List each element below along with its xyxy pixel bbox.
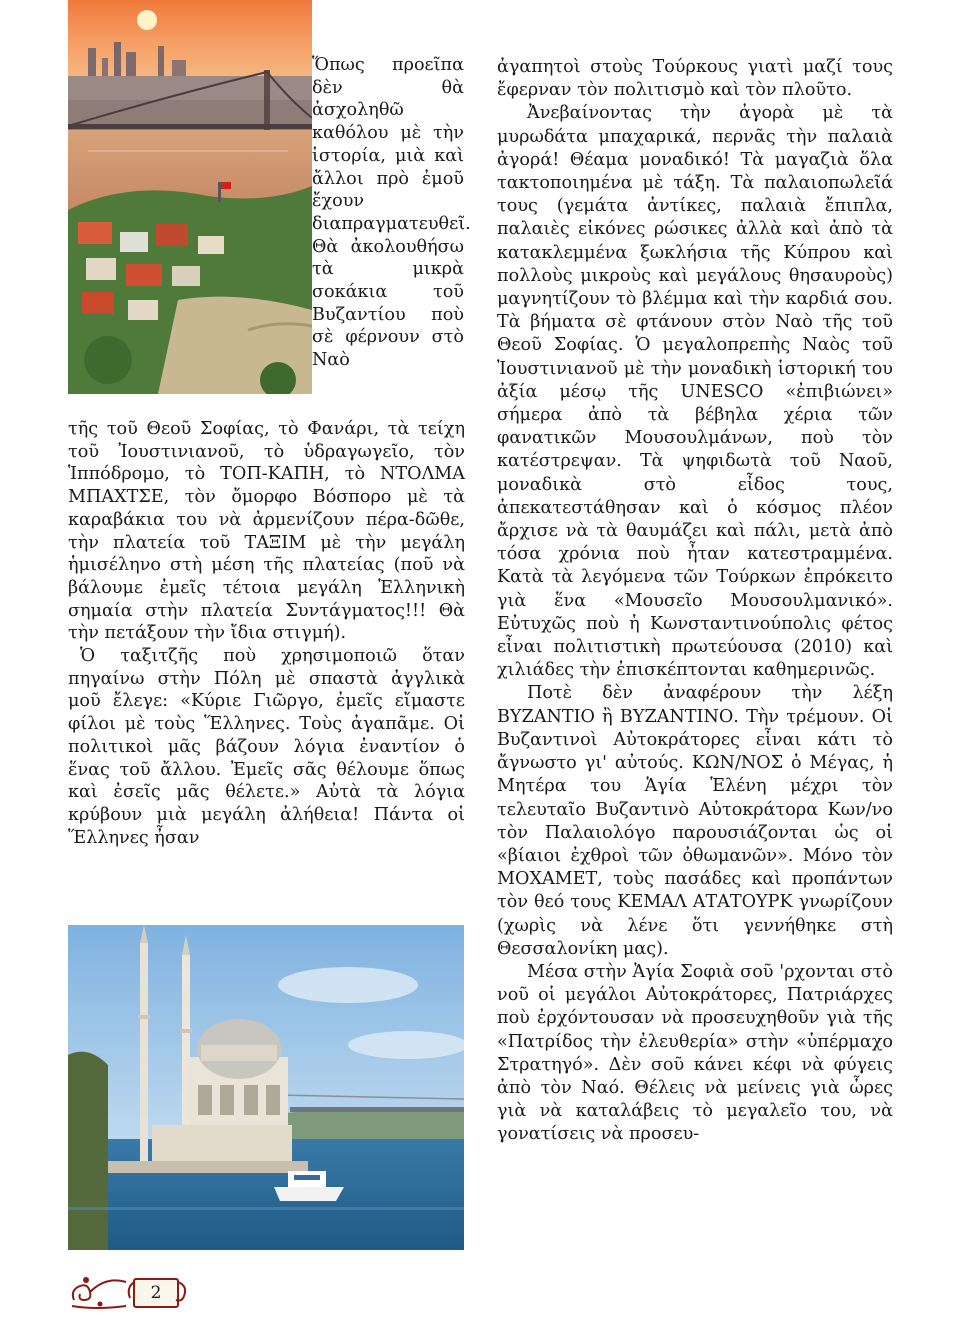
right-paragraph: Μέσα στὴν Ἁγία Σοφιὰ σοῦ 'ρχονται στὸ νοῦ οἱ μεγάλοι Αὐτοκράτορες, Πατριάρχες ποὺ ἐρχόντουσαν νὰ προσευχηθοῦν γιὰ τῆς «Πατρίδος τὴν ἐλευθερία» στὴν «ὑπέρμαχο Στρατηγό». Δὲν σοῦ κάνει κέφι νὰ φύγεις ἀπὸ τὸν Ναό. Θέλεις νὰ μείνεις γιὰ ὧρες γιὰ νὰ καταλάβεις τὸ μεγαλεῖο του, νὰ γονατίσεις νὰ προσευ-	[497, 961, 893, 1145]
right-column-body	[497, 56, 893, 1147]
bosphorus-sunset-photo	[68, 0, 312, 394]
page-number: 2	[150, 1283, 162, 1303]
right-paragraph: Ἀνεβαίνοντας τὴν ἀγορὰ μὲ τὰ μυρωδάτα μπαχαρικά, περνᾶς τὴν παλαιὰ ἀγορά! Θέαμα μοναδικό! Τὰ μαγαζιὰ ὅλα τακτοποιημένα μὲ τάξη. Τὰ παλαιοπωλεῖά τους (γεμάτα ἀντίκες, παλαιὰ ἔπιπλα, παλαιὲς εἰκόνες ρώσικες ἀλλὰ καὶ ἀπὸ τὰ κατακλεμμένα ξωκλήσια τῆς Κύπρου καὶ πολλοὺς μικροὺς καὶ μεγάλους θησαυροὺς) μαγνητίζουν τὸ βλέμμα καὶ τὴν καρδιά σου. Τὰ βήματα σὲ φτάνουν στὸν Ναὸ τῆς τοῦ Θεοῦ Σοφίας. Ὁ μεγαλοπρεπὴς Ναὸς τοῦ Ἰουστινιανοῦ μὲ τὴν μοναδικὴ ἱστορική του ἀξία μέσῳ τῆς UNESCO «ἐπιβιώνει» σήμερα ἀπὸ τὰ βέβηλα χέρια τῶν φανατικῶν Μουσουλμάνων, ποὺ τὸν κατέστρεψαν. Τὰ ψηφιδωτὰ τοῦ Ναοῦ, μοναδικὰ στὸ εἶδος τους, ἀπεκατεστάθησαν καὶ ὁ κόσμος πλέον ἄρχισε νὰ τὰ θαυμάζει καὶ πάλι, μετὰ ἀπὸ τόσα χρόνια ποὺ ἦταν κατεστραμμένα. Κατὰ τὰ λεγόμενα τῶν Τούρκων ἐπρόκειτο γιὰ ἕνα «Μουσεῖο Μουσουλμανικό». Εὐτυχῶς ποὺ ἡ Κωνσταντινούπολις φέτος εἶναι πολιτιστικὴ πρωτεύουσα (2010) καὶ χιλιάδες τὴν ἐπισκέπτονται καθημερινῶς.	[497, 103, 893, 681]
left-paragraph: τῆς τοῦ Θεοῦ Σοφίας, τὸ Φανάρι, τὰ τείχη τοῦ Ἰουστινιανοῦ, τὸ ὑδραγωγεῖο, τὸν Ἱππόδρομο, τὸ ΤΟΠ-ΚΑΠΗ, τὸ ΝΤΟΛΜΑ ΜΠΑΧΤΣΕ, τὸν ὄμορφο Βόσπορο μὲ τὰ καραβάκια του νὰ ἀρμενίζουν πέρα-δῶθε, τὴν πλατεία τοῦ ΤΑΞΙΜ μὲ τὴν μεγάλη ἡμισέληνο στὴ μέση τῆς πλατείας (ποῦ νὰ βάλουμε ἐμεῖς τέτοια μεγάλη Ἑλληνικὴ σημαία στὴν πλατεία Συντάγματος!!! Θὰ τὴν πετάξουν τὴν ἴδια στιγμή).	[68, 419, 465, 644]
left-column-body	[68, 418, 465, 849]
mosque-bridge-photo	[68, 925, 464, 1250]
right-paragraph: Ποτὲ δὲν ἀναφέρουν τὴν λέξη ΒΥΖΑΝΤΙΟ ἢ ΒΥΖΑΝΤΙΝΟ. Τὴν τρέμουν. Οἱ Βυζαντινοὶ Αὐτοκράτορες εἶναι κάτι τὸ ἄγνωστο γι' αὐτούς. ΚΩΝ/ΝΟΣ ὁ Μέγας, ἡ Μητέρα του Ἁγία Ἑλένη μέχρι τὸν τελευταῖο Βυζαντινὸ Αὐτοκράτορα Κων/νο τὸν Παλαιολόγο παρουσιάζονται ὡς οἱ «βίαιοι ἐχθροὶ τῶν ὀθωμανῶν». Μόνο τὸν ΜΟΧΑΜΕΤ, τοὺς πασάδες καὶ προπάντων τὸν θεό τους ΚΕΜΑΛ ΑΤΑΤΟΥΡΚ γνωρίζουν (χωρὶς νὰ λένε ὅτι γεννήθηκε στὴ Θεσσαλονίκη μας).	[497, 683, 893, 959]
right-paragraph: ἀγαπητοὶ στοὺς Τούρκους γιατὶ μαζί τους ἔφερναν τὸν πολιτισμὸ καὶ τὸν πλοῦτο.	[497, 57, 893, 101]
page-number-ornament	[66, 1270, 196, 1314]
left-paragraph: Ὁ ταξιτζῆς ποὺ χρησιμοποιῶ ὅταν πηγαίνω στὴν Πόλη μὲ σπαστὰ ἀγγλικὰ μοῦ ἔλεγε: «Κύριε Γιῶργο, ἐμεῖς εἴμαστε φίλοι μὲ τοὺς Ἕλληνες. Τοὺς ἀγαπᾶμε. Οἱ πολιτικοὶ μᾶς βάζουν λόγια ἐναντίον ὁ ἕνας τοῦ ἄλλου. Ἐμεῖς σᾶς θέλουμε ὅπως καὶ ἐσεῖς μᾶς θέλετε.» Αὐτὰ τὰ λόγια κρύβουν μιὰ μεγάλη ἀλήθεια! Πάντα οἱ Ἕλληνες ἦσαν	[68, 646, 465, 848]
left-intro-text: Ὅπως προεῖπα δὲν θὰ ἀσχοληθῶ καθόλου μὲ τὴν ἱστορία, μιὰ καὶ ἄλλοι πρὸ ἐμοῦ ἔχουν διαπραγματευθεῖ. Θὰ ἀκολουθήσω τὰ μικρὰ σοκάκια τοῦ Βυζαντίου ποὺ σὲ φέρνουν στὸ Ναὸ	[312, 55, 471, 371]
scroll-ornament-icon	[66, 1270, 196, 1314]
